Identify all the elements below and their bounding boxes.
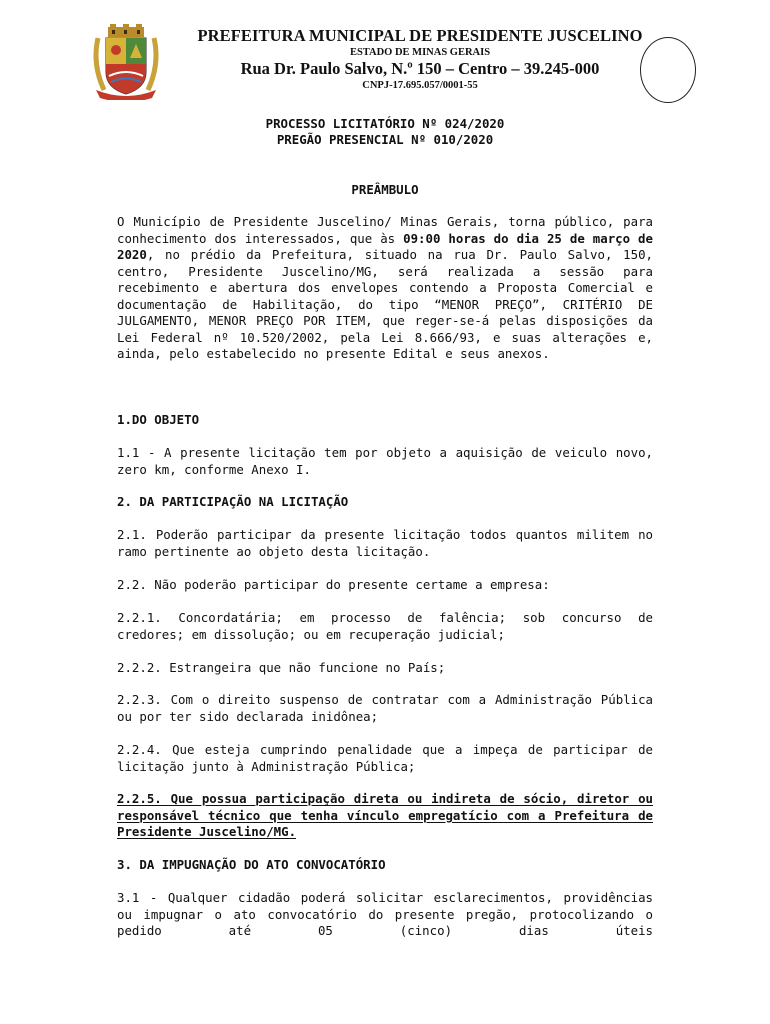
municipal-coat-of-arms (92, 24, 160, 100)
clause-2-1: 2.1. Poderão participar da presente licitação todos quantos militem no ramo pertinente ao objeto desta licitação. (117, 527, 653, 559)
clause-3-1: 3.1 - Qualquer cidadão poderá solicitar esclarecimentos, providências ou impugnar o ato convocatório do presente pregão, protocolizando o pedido até 05 (cinco) dias úteis (117, 890, 653, 938)
auction-number: PREGÃO PRESENCIAL Nº 010/2020 (276, 132, 494, 147)
section-1-heading: 1.DO OBJETO (117, 412, 200, 427)
clause-2-2-5: 2.2.5. Que possua participação direta ou indireta de sócio, diretor ou responsável técnico que tenha vínculo empregatício com a Prefeitura de Presidente Juscelino/MG. (117, 791, 653, 839)
municipality-address: Rua Dr. Paulo Salvo, N.º 150 – Centro – 39.245-000 (240, 59, 600, 78)
cnpj-number: CNPJ-17.695.057/0001-55 (362, 80, 478, 91)
clause-2-2: 2.2. Não poderão participar do presente certame a empresa: (117, 577, 550, 592)
section-2-heading: 2. DA PARTICIPAÇÃO NA LICITAÇÃO (117, 494, 349, 509)
process-number: PROCESSO LICITATÓRIO Nº 024/2020 (265, 116, 505, 131)
clause-2-2-3: 2.2.3. Com o direito suspenso de contratar com a Administração Pública ou por ter sido declarada inidônea; (117, 692, 653, 724)
preamble-heading: PREÂMBULO (351, 182, 419, 197)
preamble-text-end: , no prédio da Prefeitura, situado na rua Dr. Paulo Salvo, 150, centro, Presidente Juscelino/MG, será realizada a sessão para recebimento e abertura dos envelopes contendo a Proposta Comercial e documentação de Habilitação, do tipo “MENOR PREÇO”, CRITÉRIO DE JULGAMENTO, MENOR PREÇO POR ITEM, que reger-se-á pelas disposições da Lei Federal nº 10.520/2002, pela Lei 8.666/93, e suas alterações e, ainda, pelo estabelecido no presente Edital e seus anexos. (117, 247, 653, 361)
clause-1-1: 1.1 - A presente licitação tem por objeto a aquisição de veiculo novo, zero km, conforme Anexo I. (117, 445, 653, 477)
clause-2-2-1: 2.2.1. Concordatária; em processo de falência; sob concurso de credores; em dissolução; ou em recuperação judicial; (117, 610, 653, 642)
clause-2-2-2: 2.2.2. Estrangeira que não funcione no País; (117, 660, 446, 675)
state-name: ESTADO DE MINAS GERAIS (349, 47, 491, 58)
preamble-paragraph (117, 214, 653, 363)
municipality-title: PREFEITURA MUNICIPAL DE PRESIDENTE JUSCELINO (197, 26, 643, 45)
section-3-heading: 3. DA IMPUGNAÇÃO DO ATO CONVOCATÓRIO (117, 857, 386, 872)
preamble-session-datetime: 09:00 horas do dia 25 de março de 2020 (117, 230, 653, 262)
preamble-text-start: O Município de Presidente Juscelino/ Minas Gerais, torna público, para conhecimento dos interessados, que às (117, 214, 653, 246)
clause-2-2-4: 2.2.4. Que esteja cumprindo penalidade que a impeça de participar de licitação junto à Administração Pública; (117, 742, 653, 774)
